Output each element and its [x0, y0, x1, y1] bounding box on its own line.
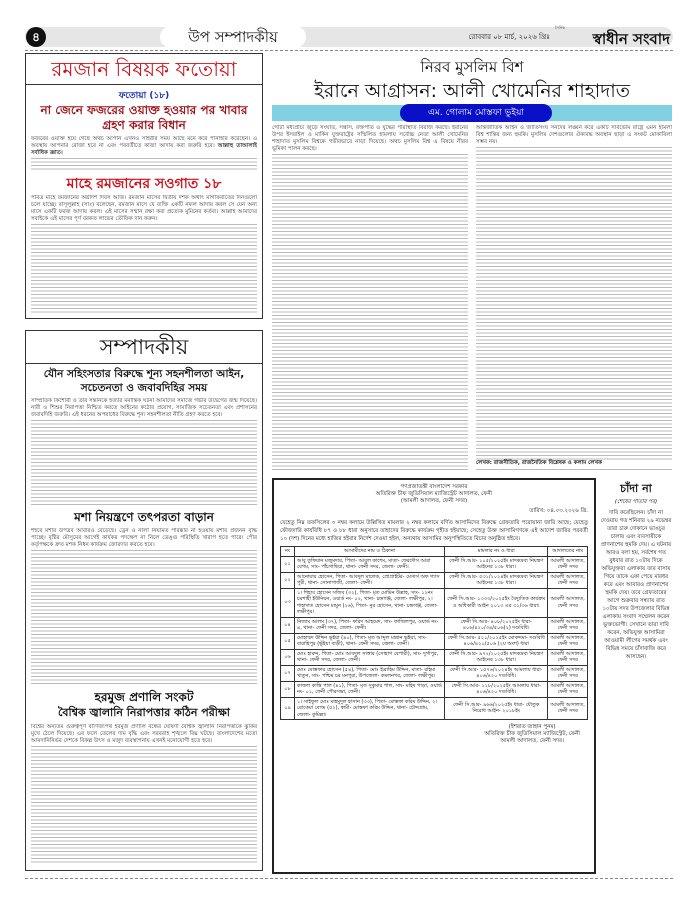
table-cell: ১। শিহাব হোসেন সজিব (৩২), পিতা- মৃত মোমিন উল্লাহ, সাং- ১২নং চরশাহী ইউনিয়ন, ওয়ার্ড নং- ০২, থানা- চন্দ্রগঞ্জ, জেলা- লক্ষীপুর, ২। শাহাদাত হোসেন মামুন (২৬), পিতা- নুর হোসেন, থানা- চন্দ্রগঞ্জ, জেলা- লক্ষীপুর। — [295, 588, 445, 617]
table-cell: আমলী আদালত, ফেনী সদর — [548, 556, 588, 572]
table-cell: ০২ — [281, 572, 295, 588]
table-cell: ফেনী সি.আর- ১২৮/২০২৫ইং আমলায় ধারা- ৪০৬/৪২০ দণ্ডবিধি। — [445, 681, 548, 697]
fatwa-subheadline: মাহে রমজানের সওগাত ১৮ — [66, 176, 222, 192]
table-cell: ১। সাইফুল মোঃ মাহমুদুল হাসান (৩৩), পিতা- মোস্তফা করিম উদ্দিন, ২। রোকেয়া বেগম (৫২), স্বামী- মোস্তফা করিম উদ্দিন, থানা- চৌদ্দগ্রাম, জেলা- কুমিল্লা। — [295, 697, 445, 720]
table-row — [281, 665, 588, 681]
notice-header-1: গণপ্রজাতন্ত্রী বাংলাদেশ সরকার — [400, 484, 468, 490]
feature-byline: এম. গোলাম মোস্তফা ভুইয়া — [400, 104, 552, 122]
table-row — [281, 556, 588, 572]
newspaper-logo: স্বাধীন সংবাদ — [592, 30, 670, 48]
table-cell: আমলী আদালত, ফেনী সদর — [548, 681, 588, 697]
column-header: মামলার নং ও ধারা — [445, 547, 548, 557]
feature-kicker: নিরব মুসলিম বিশ — [420, 58, 524, 76]
fatwa-body-end: আল্লাহু তাআলাই সর্বাধিক জ্ঞাত। — [31, 143, 257, 156]
notice-header-3: (আমলী আদালত, ফেনী সদর) — [400, 498, 468, 504]
feature-body-right: আন্তর্জাতিক আইন ও জাতিসংঘ সনদের লঙ্ঘন করে একটি সার্বভৌম রাষ্ট্রে এমন হামলা বিশ্ব শান্তির জন্য হুমকি। মুসলিম দেশগুলোর ঐক্যবদ্ধ অবস্থান ছাড়া এ সংকট মোকাবিলা সম্ভব নয়। — [476, 125, 672, 470]
fatwa-headline: না জেনে ফজরের ওয়াক্ত হওয়ার পর খাবার গ্রহণ করার বিধান — [40, 103, 248, 132]
table-cell: ফেনী সি.আর- ৫৩১/২০২৪ইং মাদকদ্রব্য নিয়ন্ত্রণ আইনের ১৩৮ ধারা। — [445, 572, 548, 588]
table-cell: আমলী আদালত, ফেনী সদর — [548, 649, 588, 665]
section-title: উপ সম্পাদকীয় — [160, 26, 306, 48]
editorial-body-3: বিশ্বের অন্যতম গুরুত্বপূর্ণ বাণিজ্যপথ হরমুজ প্রণালি বন্ধের ঘোষণা বৈশ্বিক জ্বালানি নিরাপত্তাকে ঝুঁকির মুখে ঠেলে দিয়েছে। এর ফলে তেলের দাম বৃদ্ধি এবং সরবরাহ শৃঙ্খলে বিঘ্ন ঘটছে। বাংলাদেশের মতো আমদানিনির্ভর দেশকে বিকল্প উৎস ও মজুদ ব্যবস্থাপনায় এখনই মনোযোগী হতে হবে। — [31, 724, 257, 864]
header-divider — [25, 50, 673, 51]
table-cell: ০৫ — [281, 633, 295, 649]
signature-name: (ইশরাত জাহান পুনম) — [508, 724, 556, 730]
table-cell: মোহাম্মদ উদ্দিন ভূইয়া (৪০), পিতা- মৃত আব্দুল মান্নান ভূইয়া, সাং- বারাহিপুর (ভূঁইয়া বাড়ী), থানা- ফেনী সদর, জেলা- ফেনী। — [295, 633, 445, 649]
signature-title: অতিরিক্ত চীফ জুডিসিয়াল ম্যাজিস্ট্রেট, ফেনী — [484, 731, 580, 737]
table-row — [281, 633, 588, 649]
table-cell: ফেনী সি.আর- ৫২১/২০২৫ইং মোকদ্দমা- দণ্ডবিধি ৪০৬/৪২০/৫০৬ (২য় অংশ) ধারা — [445, 633, 548, 649]
editorial-headline-2: মশা নিয়ন্ত্রণে তৎপরতা বাড়ান — [74, 510, 214, 524]
side-column — [600, 480, 672, 870]
court-notice — [272, 478, 596, 874]
editorial-headline-3b: বৈশ্বিক জ্বালানি নিরাপত্তার কঠিন পরীক্ষা — [57, 706, 230, 719]
side-body: দাবি করেছিলেন। চাঁদা না দেওয়ায় গত শনিবার ২৯ নভেম্বর তারা চারু দোকানে ভাঙচুর চালায় এবং ব্যবসায়ীকে প্রাণনাশের হুমকি দেয়। এ ঘটনায় আরও বলা হয়, সর্বশেষ গত বুধবার রাত ১০টায় দিকে অভিযুক্তরা এলাকায় তার বাসায় গিয়ে তাকে একা পেয়ে মারধর করে এবং আবারও প্রাণনাশের হুমকি দেয়। তবে গ্রেফতারের আগে শুক্রবার সন্ধ্যায় রাত ১০টায় সদর উপজেলার বিভিন্ন এলাকায় সংবাদ সম্মেলন করেন ভুক্তভোগী। সেখানে তারা দাবি করেন, অভিযুক্ত আসামিরা আওয়ামী লীগের সমর্থক এবং বিভিন্ন সময়ে চাঁদাবাজি করে আসছেন। — [600, 510, 672, 660]
table-row — [281, 697, 588, 720]
column-header: নং — [281, 547, 295, 557]
footer-divider — [25, 878, 673, 879]
table-cell: ০৭ — [281, 665, 295, 681]
table-cell: ফেনী সি.আর- ১৫৭৬/২০২৪ইং আমলায় ধারা- ৪০৬/৪২০ দণ্ডবিধি। — [445, 665, 548, 681]
table-cell: ফেনী সি.আর- ৯৬৬/২০২৫ইং ধারা- যৌতুক নিরোধ আইন- ২০১৮ইং — [445, 697, 548, 720]
column-header: আসামীদের নাম ও ঠিকানা — [295, 547, 445, 557]
fatwa-box — [25, 53, 263, 319]
table-cell: আবু তুফিয়ান মজুমদার, পিতা- আবুল কাশেম, মাতা- ফেরদৌস আরা বেগম, সাং- পাঁচগাছিয়া, থানা- ফেনী সদর, জেলা- ফেনী। — [295, 556, 445, 572]
editorial-title: সম্পাদকীয় — [26, 331, 262, 364]
table-cell: ফেনী সি.আর- ১৩৩৩/২০২৫ইং বৈদ্যুতিক কার্যক্রম ও অধিকারী আইন ২০১৩ এর ৩১/৩৬ ধারা। — [445, 588, 548, 617]
table-cell: আনোয়ার হোসেন, পিতা- আবদুল মালেক, প্রোপ্রাইটর- মেসার্স অফ গ্যাস পুরী, থানা- সোনাগাজী, জেলা- ফেনী। — [295, 572, 445, 588]
issue-date: রোববার ০৮ মার্চ, ২০২৬ খ্রিঃ — [468, 33, 550, 41]
table-cell: ০৩ — [281, 588, 295, 617]
table-cell: ফেনী সি.আর- ৯৭২/২০২৫ইং মাদকদ্রব্য নিয়ন্ত্রণ আইনের ১৩৮ ধারা। — [445, 649, 548, 665]
column-header: আদালতের নাম — [548, 547, 588, 557]
feature-body-left: গোটা মধ্যপ্রাচ্য জুড়ে সংঘাত, সন্ত্রাস, রক্তপাত ও যুদ্ধের পরিস্থিতি বিরাজ করছে। ইরানের উপর ইসরাইল ও মার্কিন যুক্তরাষ্ট্রের সম্মিলিত হামলায় সর্বোচ্চ নেতা আলী খোমেনির শাহাদাত মুসলিম বিশ্বকে গভীরভাবে নাড়া দিয়েছে। অথচ মুসলিম বিশ্ব এ বিষয়ে নীরব ভূমিকা পালন করছে। — [272, 125, 468, 470]
notice-table — [280, 546, 588, 720]
fatwa-title: রমজান বিষয়ক ফতোয়া — [26, 54, 262, 85]
editorial-body-2: শহরে মশার উপদ্রব আবারও বেড়েছে। ড্রেন ও নালা নিয়মিত পরিষ্কার না হওয়ায় মশার প্রজনন বৃদ্ধি পাচ্ছে। বৃষ্টির মৌসুমের আগেই কার্যকর পদক্ষেপ না নিলে ডেঙ্গু পরিস্থিতি খারাপ হতে পারে। পৌর কর্তৃপক্ষকে দ্রুত মশক নিধন কার্যক্রম জোরদার করতে হবে। — [31, 528, 257, 686]
notice-intro: যেহেতু নিম্ন তফসিলের ৩ নম্বর কলামে উল্লিখিত মামলার ২ নম্বর কলামে বর্ণিত আসামিদের বিরুদ্ধে গ্রেফতারি পরোয়ানা জারি আছে; যেহেতু ফৌজদারি কার্যবিধি ৮৭ ও ৮৮ ধারা অনুসারে তাহাদের বিরুদ্ধে কার্যক্রম গৃহীত হইয়াছে; সেহেতু উক্ত আসামিগণকে এই আদেশ জারির পরবর্তী ১০ (দশ) দিনের মধ্যে হাজির হইবার নির্দেশ দেওয়া হইল, অন্যথায় আসামির অনুপস্থিতিতে বিচার অনুষ্ঠিত হইবে। — [280, 520, 588, 542]
logo-small: দৈনিক — [555, 25, 566, 30]
feature-headline: ইরানে আগ্রাসন: আলী খোমেনির শাহাদাত — [313, 80, 631, 102]
side-headline: চাঁদা না — [620, 482, 652, 495]
table-row — [281, 617, 588, 633]
table-row — [281, 588, 588, 617]
table-cell: ০৪ — [281, 617, 295, 633]
table-cell: আমলী আদালত, ফেনী সদর — [548, 665, 588, 681]
side-kicker: (শেষের পাতার পর) — [614, 499, 658, 505]
table-cell: ০৯ — [281, 697, 295, 720]
table-cell: আমলী আদালত, ফেনী সদর — [548, 617, 588, 633]
editorial-box — [25, 330, 263, 871]
editorial-headline-1: যৌন সহিংসতার বিরুদ্ধে শূন্য সহনশীলতা আইন, সচেতনতা ও জবাবদিহির সময় — [43, 368, 245, 394]
editorial-body-1: সাম্প্রতিক কিশোরী ও তার সন্তানকে হত্যার মর্মান্তিক ঘটনা আমাদের সমাজে গভীর উদ্বেগের জন্ম দিয়েছে। নারী ও শিশুর নিরাপত্তা নিশ্চিত করতে আইনের কঠোর প্রয়োগ, সামাজিক সচেতনতা এবং প্রশাসনের জবাবদিহি জরুরি। এই ধরনের অপরাধের বিরুদ্ধে শূন্য সহনশীলতা নীতি গ্রহণ করতে হবে। — [31, 398, 257, 506]
table-row — [281, 649, 588, 665]
table-cell: নিজাম আলম (৩৭), পিতা- ফরিদ আহমেদ, সাং- ফাজিলপুর, ওয়ার্ড নং- ৪, থানা- ফেনী সদর, জেলা- ফেনী। — [295, 617, 445, 633]
notice-header-2: অতিরিক্ত চীফ জুডিসিয়াল ম্যাজিস্ট্রেট আদালত, ফেনী — [375, 491, 493, 497]
table-cell: আমলী আদালত, ফেনী সদর — [548, 572, 588, 588]
fatwa-body2: পবিত্র মাহে রমজানের অষ্টাদশ দিবস আজ। রমজান মাসের দ্বিতীয় দশক অর্থাৎ মাগফিরাতের দিনগুলো চলে যাচ্ছে। রাসূলুল্লাহ (সাঃ) বলেছেন, রমজান মাসে যে ব্যক্তি একটি নফল আদায় করল সে যেন অন্য মাসে একটি ফরজ আদায় করল। এই মাসের সম্মান রক্ষা করা প্রত্যেক মুমিনের কর্তব্য। আল্লাহ আমাদের সবাইকে এই মাসের পূর্ণ বরকত লাভের তৌফিক দান করুন। — [31, 195, 257, 315]
table-cell: ০১ — [281, 556, 295, 572]
table-cell: আমলী আদালত, ফেনী সদর — [548, 633, 588, 649]
notice-date: তারিখ: ০৪.০৩.২০২৬ খ্রি. — [529, 508, 588, 514]
page-number: ৪ — [26, 27, 46, 47]
table-cell: কাজল কান্তি পাল (৪১), পিতা- মৃত সুকুমার পাল, সাং- মহিষ পাড়া, ওয়ার্ড নং- ০১, ফেনী পৌরসভা, ফেনী। — [295, 681, 445, 697]
fatwa-body: ফজরের ওয়াক্ত হয়ে গেছে অথচ আপনি এখনও সাহরীর সময় আছে মনে করে পানাহার করেছেন। এ অবস্থায় আপনার রোজা হবে না এবং পরবর্তীতে কাজা আদায় করা জরুরি হবে। আল্লাহু তাআলাই সর্বাধিক জ্ঞাত। — [31, 136, 257, 172]
table-cell: ০৬ — [281, 649, 295, 665]
fatwa-number: ফতোয়া (১৮) — [118, 91, 170, 101]
table-cell: আমলী আদালত, ফেনী সদর — [548, 588, 588, 617]
table-cell: ফেনী সি.আর- ৪০৮/২০২৫ইং ধারা- ৪০৬/৪২০/৩৪/৫০৬(২) দণ্ডবিধি। — [445, 617, 548, 633]
feature-author-note: লেখক: রাজনীতিক, রাজনৈতিক বিশ্লেষক ও কলাম লেখক — [476, 460, 672, 468]
table-row — [281, 572, 588, 588]
signature-court: আমলী আদালত, ফেনী সদর। — [500, 738, 565, 744]
table-row — [281, 681, 588, 697]
table-cell: আমলী আদালত, ফেনী সদর — [548, 697, 588, 720]
table-cell: মোঃ মোস্তফার হোসেন (৫৪), পিতা- মোঃ ইব্রাহিম উদ্দিন, মাতা- রহিমা খাতুন, সাং- পশ্চিম চর মনপুরা, উপজেলা- কমলনগর, জেলা- লক্ষীপুর। — [295, 665, 445, 681]
editorial-headline-3: হরমুজ প্রণালি সংকট — [94, 690, 194, 704]
table-cell: ০৮ — [281, 681, 295, 697]
table-cell: মোঃ হারুন, পিতা- মোঃ আবদুল সাত্তার (সোহাগ বেপারী), সাং- দুর্গাপুর, থানা- ফেনী সদর, জেলা- ফেনী। — [295, 649, 445, 665]
table-cell: ফেনী সি.আর- ১০৫/২০২৫ইং মাদকদ্রব্য নিয়ন্ত্রণ আইনের ১৩৮ ধারা। — [445, 556, 548, 572]
